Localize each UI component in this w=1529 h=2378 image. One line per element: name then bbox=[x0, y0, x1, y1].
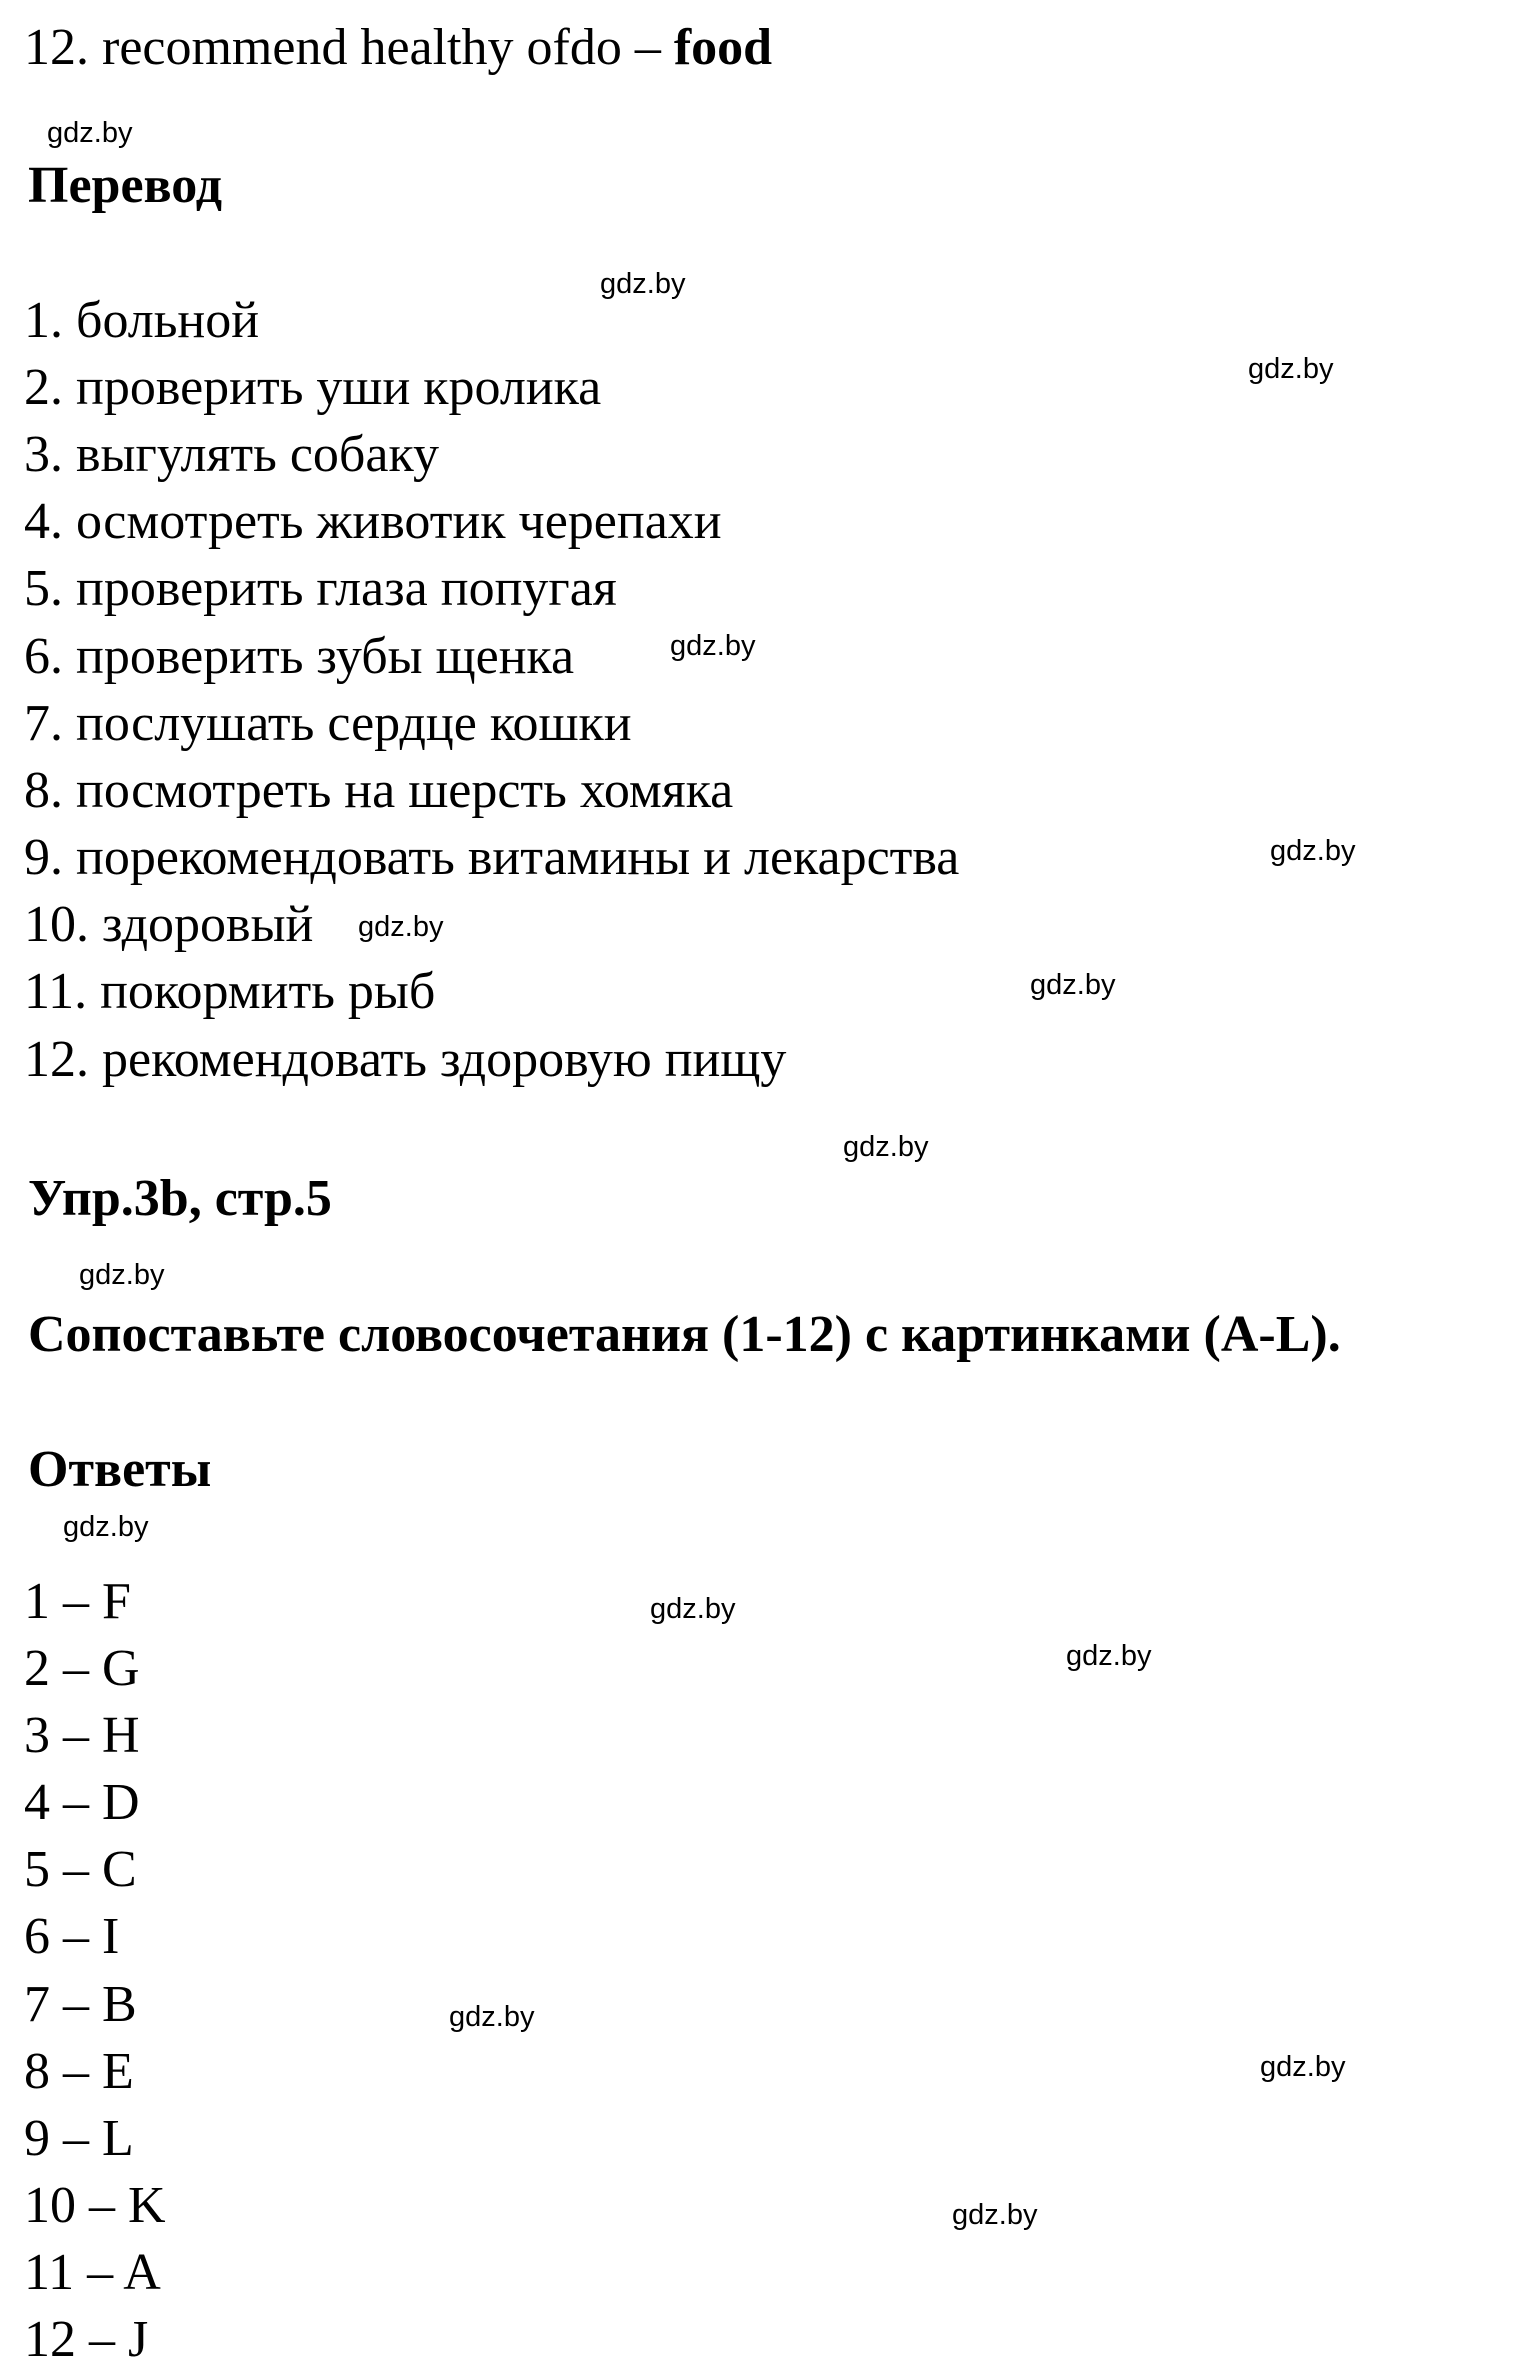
exercise-heading: Упр.3b, стр.5 bbox=[28, 1170, 332, 1227]
answer-item: 2 – G bbox=[24, 1640, 140, 1697]
translation-item: 9. порекомендовать витамины и лекарства bbox=[24, 829, 960, 886]
answer-item: 11 – A bbox=[24, 2244, 161, 2301]
answer-item: 7 – B bbox=[24, 1976, 137, 2033]
exercise-task: Сопоставьте словосочетания (1-12) с картинками (A-L). bbox=[28, 1306, 1341, 1363]
translation-heading: Перевод bbox=[28, 157, 223, 214]
watermark: gdz.by bbox=[1030, 969, 1116, 1001]
translation-item: 6. проверить зубы щенка bbox=[24, 628, 575, 685]
watermark: gdz.by bbox=[47, 117, 133, 149]
watermark: gdz.by bbox=[358, 911, 444, 943]
top-line-answer: food bbox=[673, 19, 773, 76]
watermark: gdz.by bbox=[650, 1593, 736, 1625]
translation-item: 4. осмотреть животик черепахи bbox=[24, 493, 722, 550]
watermark: gdz.by bbox=[63, 1511, 149, 1543]
watermark: gdz.by bbox=[1248, 353, 1334, 385]
translation-item: 11. покормить рыб bbox=[24, 963, 436, 1020]
translation-item: 10. здоровый bbox=[24, 896, 314, 953]
watermark: gdz.by bbox=[1270, 835, 1356, 867]
watermark: gdz.by bbox=[670, 630, 756, 662]
answer-item: 3 – H bbox=[24, 1707, 140, 1764]
answers-heading: Ответы bbox=[28, 1441, 212, 1498]
answer-item: 12 – J bbox=[24, 2311, 149, 2368]
translation-item: 2. проверить уши кролика bbox=[24, 359, 602, 416]
top-line-text: 12. recommend healthy ofdo – bbox=[24, 19, 674, 76]
answer-item: 8 – E bbox=[24, 2043, 134, 2100]
translation-item: 8. посмотреть на шерсть хомяка bbox=[24, 762, 734, 819]
watermark: gdz.by bbox=[449, 2001, 535, 2033]
translation-item: 1. больной bbox=[24, 292, 260, 349]
watermark: gdz.by bbox=[79, 1259, 165, 1291]
watermark: gdz.by bbox=[843, 1131, 929, 1163]
answer-item: 4 – D bbox=[24, 1774, 140, 1831]
watermark: gdz.by bbox=[952, 2199, 1038, 2231]
translation-item: 7. послушать сердце кошки bbox=[24, 695, 632, 752]
answer-item: 9 – L bbox=[24, 2110, 134, 2167]
answer-item: 5 – C bbox=[24, 1841, 137, 1898]
watermark: gdz.by bbox=[600, 268, 686, 300]
answer-item: 6 – I bbox=[24, 1908, 120, 1965]
watermark: gdz.by bbox=[1066, 1640, 1152, 1672]
watermark: gdz.by bbox=[1260, 2051, 1346, 2083]
translation-item: 3. выгулять собаку bbox=[24, 426, 439, 483]
top-line bbox=[24, 18, 772, 78]
translation-item: 12. рекомендовать здоровую пищу bbox=[24, 1031, 787, 1088]
answer-item: 10 – K bbox=[24, 2177, 166, 2234]
answer-item: 1 – F bbox=[24, 1573, 131, 1630]
translation-item: 5. проверить глаза попугая bbox=[24, 560, 617, 617]
